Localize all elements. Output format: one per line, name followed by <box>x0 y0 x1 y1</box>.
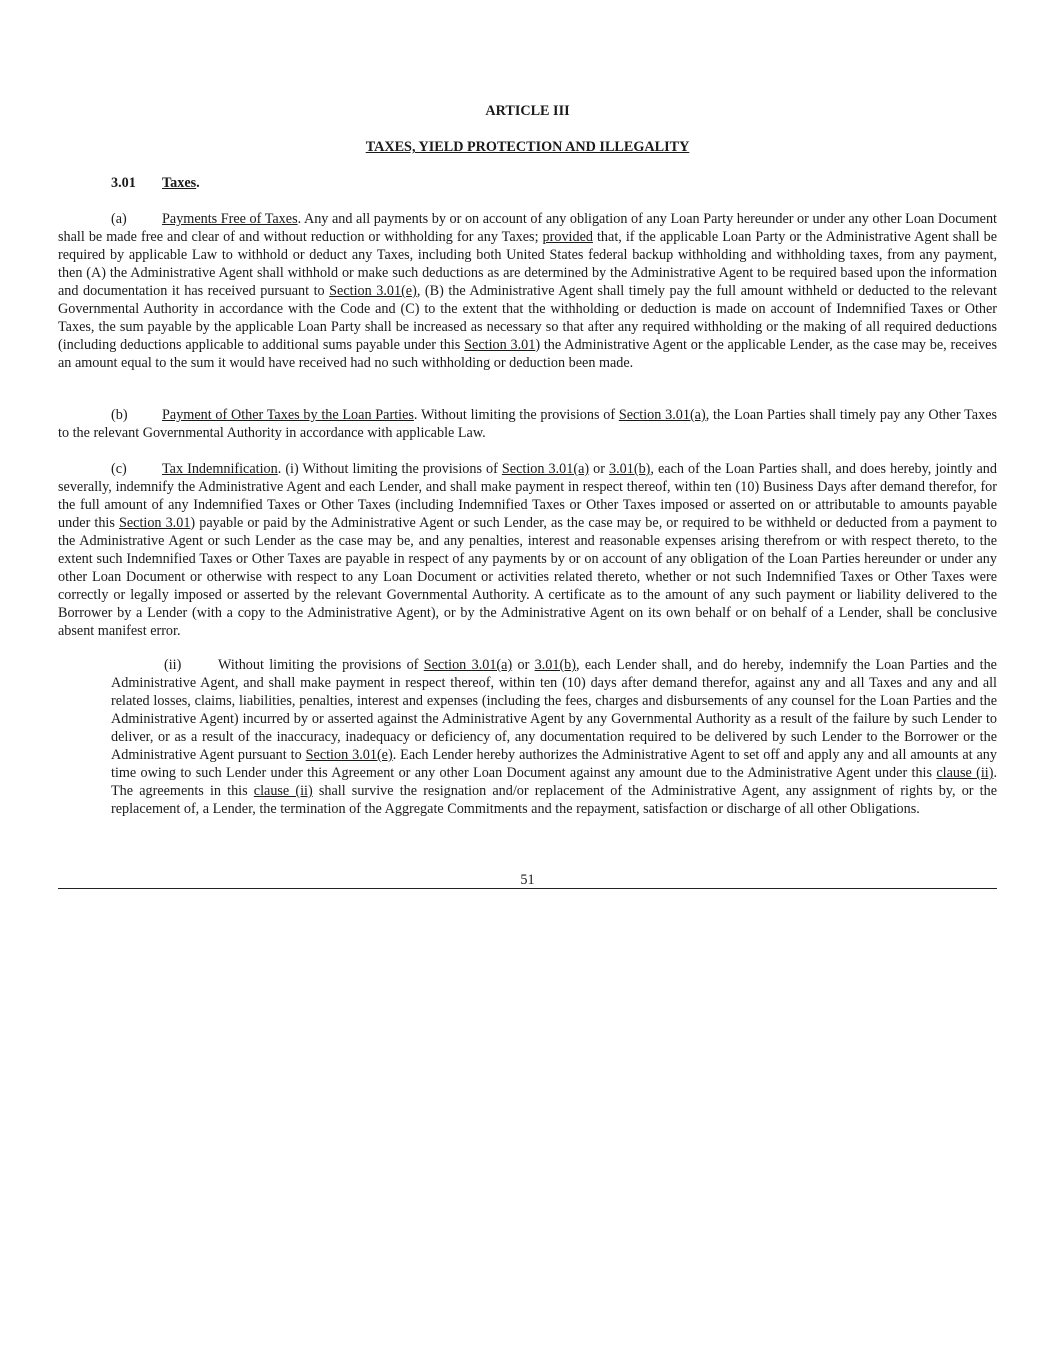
clause-ref: clause (ii) <box>936 765 994 781</box>
paragraph-c-title: Tax Indemnification <box>162 461 278 477</box>
paragraph-a-text-1: . Any and all payments by or on account of any obligation of any Loan Party hereunder or under any other Loan Document shall be made free and clear of and without reduction or withholding for any Taxes; <box>58 211 997 245</box>
clause-ref: clause (ii) <box>253 783 313 799</box>
section-ref: 3.01(b) <box>534 657 576 673</box>
section-ref: Section 3.01(a) <box>501 461 590 477</box>
section-number: 3.01 <box>111 175 136 191</box>
paragraph-a <box>58 210 997 372</box>
paragraph-c-text-1: . (i) Without limiting the provisions of <box>277 461 502 477</box>
paragraph-a-text-3: , (B) the Administrative Agent shall timely pay the full amount withheld or deducted to the relevant Governmental Authority in accordance with the Code and (C) to the extent that the withholding or deduction is made on account of Indemnified Taxes or Other Taxes, the sum payable by the applicable Loan Party shall be increased as necessary so that after any required withholding or the making of all required deductions (including deductions applicable to additional sums payable under this <box>58 283 997 353</box>
section-ref: Section 3.01(e) <box>329 283 417 299</box>
paragraph-b-title: Payment of Other Taxes by the Loan Parties <box>162 407 414 423</box>
section-ref: Section 3.01 <box>464 337 536 353</box>
paragraph-ii-text-1: Without limiting the provisions of <box>218 657 424 673</box>
paragraph-ii-label: (ii) <box>164 657 182 673</box>
article-heading-text: TAXES, YIELD PROTECTION AND ILLEGALITY <box>365 139 690 155</box>
article-heading <box>58 138 997 156</box>
section-ref: Section 3.01(e) <box>305 747 393 763</box>
provided-term: provided <box>542 229 593 245</box>
footer-rule <box>58 888 997 889</box>
paragraph-a-label: (a) <box>111 211 127 227</box>
paragraph-ii-text-6: shall survive the resignation and/or replacement of the Administrative Agent, any assignment of rights by, or the replacement of, a Lender, the termination of the Aggregate Commitments and the repayment, satisfaction or discharge of all other Obligations. <box>111 783 997 817</box>
paragraph-ii-text-5: . The agreements in this <box>111 765 998 799</box>
article-title: ARTICLE III <box>485 103 570 119</box>
paragraph-a-text-4: ) the Administrative Agent or the applicable Lender, as the case may be, receives an amount equal to the sum it would have received had no such withholding or deduction been made. <box>58 337 997 371</box>
paragraph-ii-text-3: , each Lender shall, and do hereby, indemnify the Loan Parties and the Administrative Agent, and shall make payment in respect thereof, within ten (10) days after demand therefor, against any and all Taxes and any and all related losses, claims, liabilities, penalties, interest and expenses (including the fees, charges and disbursements of any counsel for the Loan Parties and the Administrative Agent) incurred by or asserted against the Administrative Agent by any Governmental Authority as a result of the failure by such Lender to deliver, or as a result of the inaccuracy, inadequacy or deficiency of, any documentation required to be delivered by such Lender to the Borrower or the Administrative Agent pursuant to <box>111 657 997 763</box>
paragraph-c-text-2: or <box>589 461 610 477</box>
section-ref: Section 3.01(a) <box>423 657 513 673</box>
section-ref: Section 3.01(a) <box>618 407 706 423</box>
paragraph-a-title: Payments Free of Taxes <box>162 211 298 227</box>
paragraph-c-ii <box>111 656 997 818</box>
paragraph-ii-text-4: . Each Lender hereby authorizes the Administrative Agent to set off and apply any and all amounts at any time owing to such Lender under this Agreement or any other Loan Document against any amount due to the Administrative Agent under this <box>111 747 997 781</box>
paragraph-c-label: (c) <box>111 461 127 477</box>
paragraph-b-text-2: , the Loan Parties shall timely pay any Other Taxes to the relevant Governmental Authority in accordance with applicable Law. <box>58 407 998 441</box>
paragraph-c-text-3: , each of the Loan Parties shall, and does hereby, jointly and severally, indemnify the Administrative Agent and each Lender, and shall make payment in respect thereof, within ten (10) Business Days after demand therefor, for the full amount of any Indemnified Taxes or Other Taxes (including Indemnified Taxes or Other Taxes imposed or asserted on or attributable to amounts payable under this <box>58 461 997 531</box>
paragraph-b <box>58 406 997 442</box>
section-title: Taxes <box>162 175 197 191</box>
paragraph-b-text-1: . Without limiting the provisions of <box>413 407 619 423</box>
paragraph-ii-text-2: or <box>512 657 535 673</box>
section-ref: Section 3.01 <box>118 515 191 531</box>
paragraph-b-label: (b) <box>111 407 128 423</box>
paragraph-a-text-2: that, if the applicable Loan Party or the Administrative Agent shall be required by applicable Law to withhold or deduct any Taxes, including both United States federal backup withholding and withholding taxes, from any payment, then (A) the Administrative Agent shall withhold or make such deductions as are determined by the Administrative Agent to be required based upon the information and documentation it has received pursuant to <box>58 229 997 299</box>
section-heading <box>111 174 200 192</box>
section-title-period: . <box>196 175 200 191</box>
page-number: 51 <box>520 872 535 888</box>
paragraph-c-text-4: ) payable or paid by the Administrative Agent or such Lender, as the case may be, or required to be withheld or deducted from a payment to the Administrative Agent or such Lender as the case may be, and any penalties, interest and reasonable expenses arising therefrom or with respect thereto, to the extent such Indemnified Taxes or Other Taxes are payable in respect of any payments by or on account of any obligation of the Loan Parties hereunder or under any other Loan Document or otherwise with respect to any Loan Document or activities related thereto, whether or not such Indemnified Taxes or Other Taxes were correctly or legally imposed or asserted by the relevant Governmental Authority. A certificate as to the amount of any such payment or liability delivered to the Borrower by a Lender (with a copy to the Administrative Agent), or by the Administrative Agent on its own behalf or on behalf of a Lender, shall be conclusive absent manifest error. <box>58 515 997 639</box>
section-ref: 3.01(b) <box>609 461 651 477</box>
paragraph-c <box>58 460 997 640</box>
